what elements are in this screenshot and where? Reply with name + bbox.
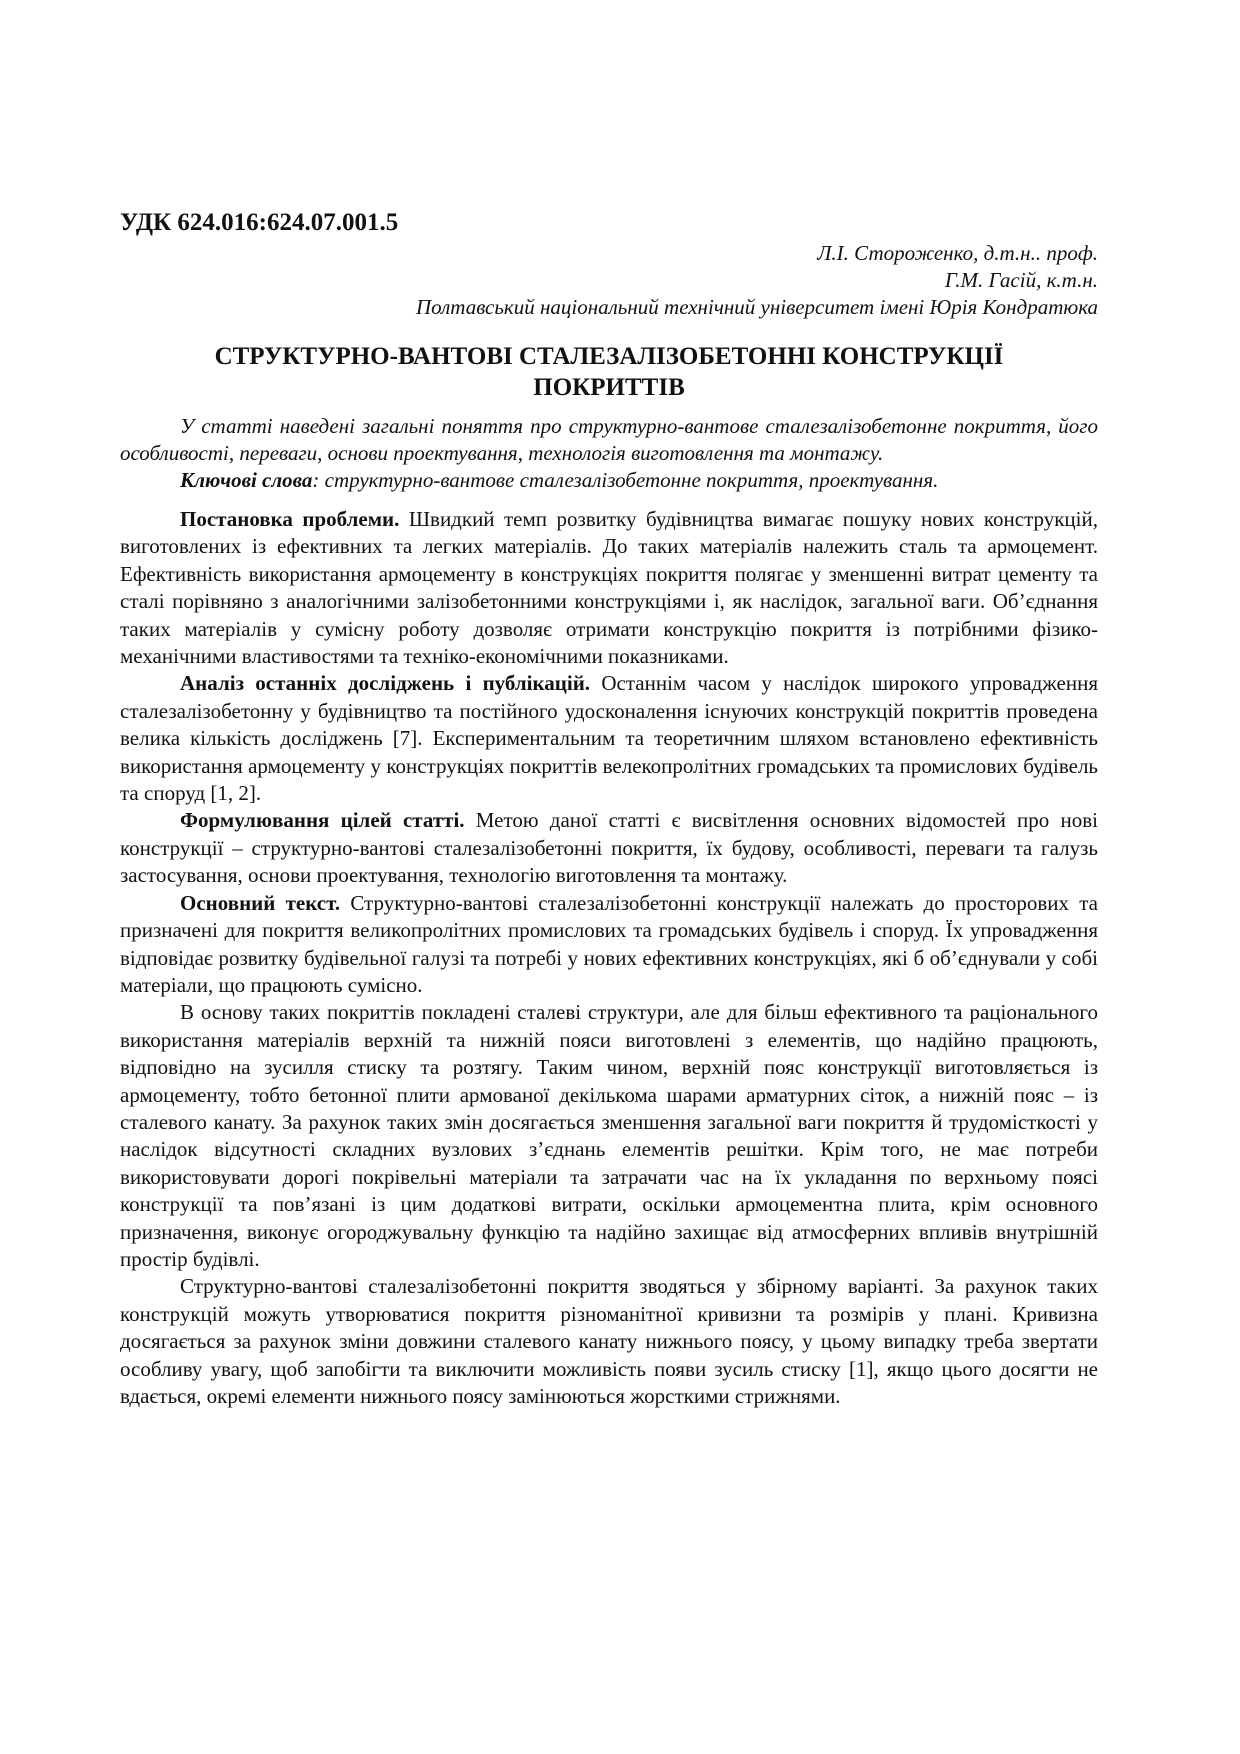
paragraph-structures-text: В основу таких покриттів покладені сталеві структури, але для більш ефективного та раціонального використання матеріалів верхній та нижній пояси виготовлені з елементів, що надійно працюють, відповідно на зусилля стиску та розтягу. Таким чином, верхній пояс конструкції виготовляється із армоцементу, тобто бетонної плити армованої декількома шарами арматурних сіток, а нижній пояс – із сталевого канату. За рахунок таких змін досягається зменшення загальної ваги покриття й трудомісткості у наслідок відсутності складних вузлових з’єднань елементів решітки. Крім того, не має потреби використовувати дорогі покрівельні матеріали та затрачати час на їх укладання по верхньому поясі конструкції та пов’язані із цим додаткові витрати, оскільки армоцементна плита, крім основного призначення, виконує огороджувальну функцію та надійно захищає від атмосферних впливів внутрішній простір будівлі. <box>120 1000 1098 1271</box>
article-title <box>120 341 1098 403</box>
author-1: Л.І. Стороженко, д.т.н.. проф. <box>817 241 1098 265</box>
article-page <box>120 208 1098 1410</box>
section-goals-heading: Формулювання цілей статті. <box>180 808 465 833</box>
author-2: Г.М. Гасій, к.т.н. <box>944 268 1098 292</box>
udc-code: УДК 624.016:624.07.001.5 <box>120 209 399 236</box>
section-main-text: Структурно-вантові сталезалізобетонні конструкції належать до просторових та призначені для покриття великопролітних промислових та громадських будівель і споруд. Їх упровадження відповідає розвитку будівельної галузі та потребі у нових ефективних конструкціях, які б об’єднували у собі матеріали, що працюють сумісно. <box>120 890 1098 997</box>
title-line-1: СТРУКТУРНО-ВАНТОВІ СТАЛЕЗАЛІЗОБЕТОННІ КОНСТРУКЦІЇ <box>214 343 1004 370</box>
section-main <box>120 890 1098 1000</box>
section-goals <box>120 807 1098 889</box>
keywords-label: Ключові слова <box>180 468 313 492</box>
title-line-2: ПОКРИТТІВ <box>533 374 685 401</box>
paragraph-assembly <box>120 1273 1098 1410</box>
authors-block <box>120 240 1098 321</box>
section-problem <box>120 506 1098 670</box>
abstract: У статті наведені загальні поняття про структурно-вантове сталезалізобетонне покриття, його особливості, переваги, основи проектування, технологія виготовлення та монтажу. <box>120 414 1098 465</box>
keywords <box>120 467 1098 494</box>
affiliation: Полтавський національний технічний університет імені Юрія Кондратюка <box>415 295 1098 319</box>
keywords-text: : структурно-вантове сталезалізобетонне покриття, проектування. <box>312 468 939 492</box>
section-goals-text: Метою даної статті є висвітлення основних відомостей про нові конструкції – структурно-вантові сталезалізобетонні покриття, їх будову, особливості, переваги та галузь застосування, основи проектування, технологію виготовлення та монтажу. <box>120 808 1098 888</box>
paragraph-assembly-text: Структурно-вантові сталезалізобетонні покриття зводяться у збірному варіанті. За рахунок таких конструкцій можуть утворюватися покриття різноманітної кривизни та розмірів у плані. Кривизна досягається за рахунок зміни довжини сталевого канату нижнього поясу, у цьому випадку треба звертати особливу увагу, щоб запобігти та виключити можливість появи зусиль стиску [1], якщо цього досягти не вдається, окремі елементи нижнього поясу замінюються жорсткими стрижнями. <box>120 1274 1098 1408</box>
section-problem-text: Швидкий темп розвитку будівництва вимагає пошуку нових конструкцій, виготовлених із ефективних та легких матеріалів. До таких матеріалів належить сталь та армоцемент. Ефективність використання армоцементу в конструкціях покриття полягає у зменшенні витрат цементу та сталі порівняно з аналогічними залізобетонними конструкціями і, як наслідок, загальної ваги. Об’єднання таких матеріалів у сумісну роботу дозволяє отримати конструкцію покриття із потрібними фізико-механічними властивостями та техніко-економічними показниками. <box>120 507 1098 669</box>
paragraph-structures <box>120 999 1098 1273</box>
section-analysis-heading: Аналіз останніх досліджень і публікацій. <box>180 671 591 696</box>
section-problem-heading: Постановка проблеми. <box>180 507 400 531</box>
section-analysis-text: Останнім часом у наслідок широкого упровадження сталезалізобетонну у будівництво та постійного удосконалення існуючих конструкцій покриттів проведена велика кількість досліджень [7]. Експериментальним та теоретичним шляхом встановлено ефективність використання армоцементу у конструкціях покриттів велекопролітних громадських та промислових будівель та споруд [1, 2]. <box>120 671 1098 806</box>
section-analysis <box>120 670 1098 807</box>
section-main-heading: Основний текст. <box>180 890 341 915</box>
